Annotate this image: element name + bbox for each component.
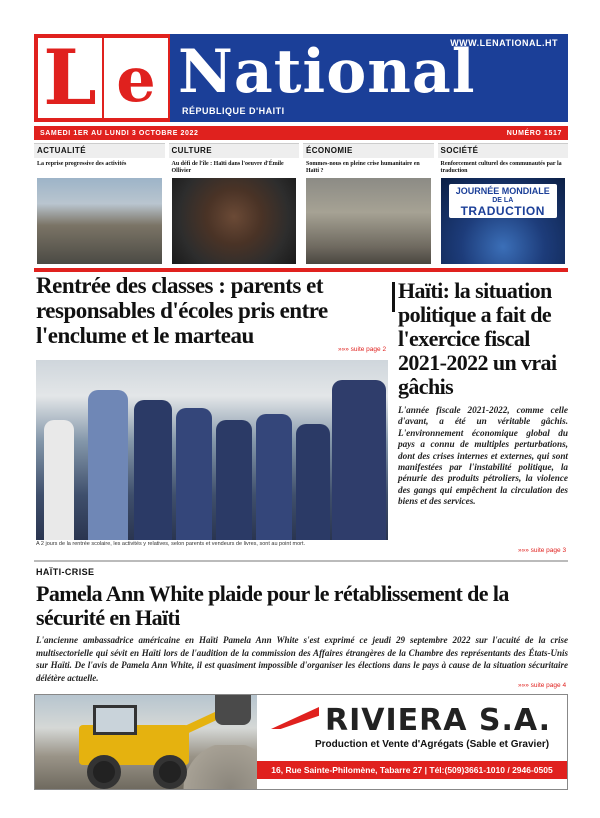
second-lede: L'ancienne ambassadrice américaine en Haïti Pamela Ann White s'est exprimé ce jeudi 29 septembre 2022 sur l'acuité de la crise multisectorielle qui sévit en Haïti lors de l'audition de la commission des Affaires étrangères de la Chambre des représentants des États-Unis sur Haïti. De l'avis de Pamela Ann White, il est quasiment impossible d'organiser les élections dans le pays à cause de la situation sécuritaire délétère actuelle. [36, 635, 568, 683]
section-title: ACTUALITÉ [34, 144, 165, 158]
photo-caption: A 2 jours de la rentrée scolaire, les activités y relatives, selon parents et vendeurs de livres, sont au point mort. [36, 541, 306, 547]
photo-figure [88, 390, 128, 540]
translation-label-big: TRADUCTION [460, 204, 545, 218]
lead-headline[interactable]: Rentrée des classes : parents et responsables d'écoles pris entre l'enclume et le marteau [36, 273, 328, 348]
issue-date: SAMEDI 1ER AU LUNDI 3 OCTOBRE 2022 [40, 129, 199, 137]
wheel-loader-photo [35, 695, 257, 789]
portrait-photo [172, 178, 297, 264]
masthead [34, 34, 568, 122]
section-teasers [34, 143, 568, 267]
section-societe[interactable] [438, 143, 569, 267]
section-economie[interactable] [303, 143, 434, 267]
grey-divider [34, 560, 568, 562]
section-actualite[interactable] [34, 143, 165, 267]
masthead-letter-e: e [104, 38, 168, 118]
masthead-url[interactable]: WWW.LENATIONAL.HT [450, 38, 558, 48]
red-divider [34, 268, 568, 272]
loader-wheel [153, 755, 187, 789]
ad-contact: 16, Rue Sainte-Philomène, Tabarre 27 | Tél:(509)3661-1010 / 2946-0505 [257, 761, 567, 779]
issue-number: NUMÉRO 1517 [506, 129, 562, 137]
lead-continued-link[interactable]: »»» suite page 2 [338, 346, 387, 353]
ad-tagline: Production et Vente d'Agrégats (Sable et Gravier) [315, 739, 550, 750]
section-teaser-text: Sommes-nous en pleine crise humanitaire en Haïti ? [306, 161, 420, 174]
side-headline[interactable]: Haïti: la situation politique a fait de l'exercice fiscal 2021-2022 un vrai gâchis [398, 278, 557, 399]
translation-day-image [441, 178, 566, 264]
section-title: ÉCONOMIE [303, 144, 434, 158]
side-continued-link[interactable]: »»» suite page 3 [518, 547, 567, 554]
photo-figure [176, 408, 212, 540]
riviera-advertisement[interactable] [34, 694, 568, 790]
section-teaser-text: La reprise progressive des activités [37, 161, 127, 167]
humanitarian-crisis-photo [306, 178, 431, 264]
loader-cab [93, 705, 137, 735]
section-title: CULTURE [169, 144, 300, 158]
photo-figure [44, 420, 74, 540]
section-title: SOCIÉTÉ [438, 144, 569, 158]
riviera-logo-swoosh-icon [271, 707, 319, 729]
translation-day-label [449, 184, 558, 218]
ad-brand: RIVIERA S.A. [325, 703, 552, 738]
street-scene-photo [37, 178, 162, 264]
second-headline[interactable]: Pamela Ann White plaide pour le rétablissement de la sécurité en Haïti [36, 581, 509, 630]
section-teaser-text: Renforcement culturel des communautés par la traduction [440, 161, 562, 174]
section-teaser-text: Au défi de l'île : Haïti dans l'oeuvre d'Émile Ollivier [171, 161, 284, 174]
masthead-letter-l: L [38, 38, 102, 118]
loader-bucket [215, 695, 251, 725]
side-article-rule [392, 282, 395, 312]
section-culture[interactable] [169, 143, 300, 267]
side-lede: L'année fiscale 2021-2022, comme celle d'avant, a été un véritable gâchis. L'environnement économique global du pays a connu de multiples perturbations, dont des crises internes et externes, qui sont manifestées par l'instabilité politique, la pénurie des produits pétroliers, la violence des gangs qui empêchent la circulation des biens et des services. [398, 405, 568, 507]
date-bar [34, 126, 568, 140]
schoolchildren-photo [36, 360, 388, 540]
photo-figure [332, 380, 386, 540]
masthead-name: National [178, 37, 476, 107]
second-kicker: HAÏTI-CRISE [36, 567, 95, 577]
masthead-subtitle: RÉPUBLIQUE D'HAITI [182, 106, 285, 116]
photo-figure [134, 400, 172, 540]
masthead-name-block [170, 34, 568, 122]
photo-figure [256, 414, 292, 540]
photo-figure [216, 420, 252, 540]
loader-wheel [87, 755, 121, 789]
translation-label-top: JOURNÉE MONDIALE [455, 186, 550, 196]
masthead-le-block [34, 34, 170, 122]
photo-figure [296, 424, 330, 540]
second-continued-link[interactable]: »»» suite page 4 [518, 682, 567, 689]
translation-label-mid: DE LA [492, 197, 514, 204]
